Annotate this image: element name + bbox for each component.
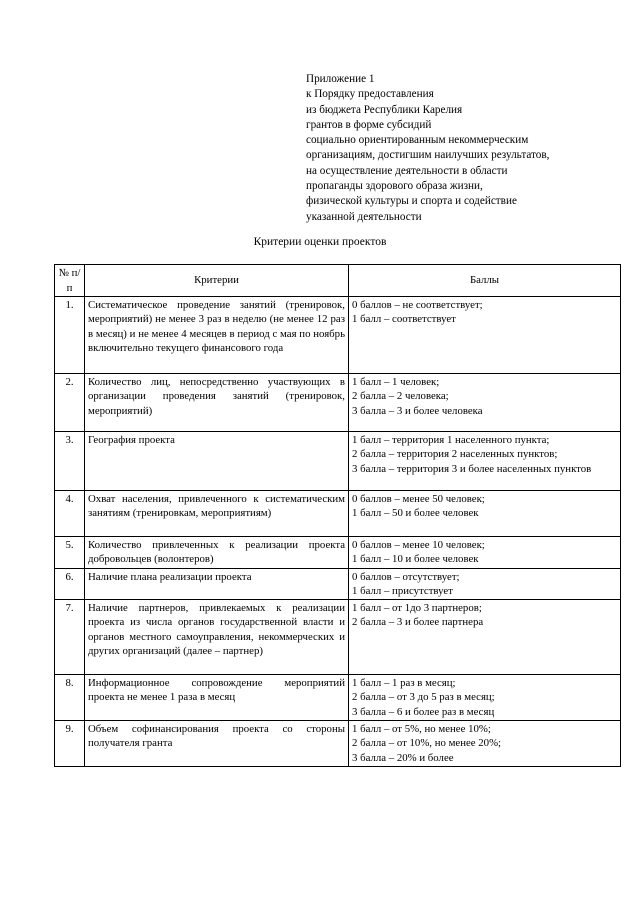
points-line: 3 балла – 20% и более <box>352 751 454 764</box>
table-row <box>55 600 621 675</box>
row-points <box>349 491 621 537</box>
row-number: 4. <box>55 491 85 537</box>
points-line: 2 балла – от 3 до 5 раз в месяц; <box>352 691 495 704</box>
points-line: 1 балл – территория 1 населенного пункта; <box>352 434 550 446</box>
appendix-line: Приложение 1 <box>306 73 375 85</box>
points-line: 0 баллов – менее 10 человек; <box>352 539 485 551</box>
points-line: 3 балла – 6 и более раз в месяц <box>352 705 495 718</box>
row-criteria: Охват населения, привлеченного к систематическим занятиям (тренировкам, мероприятиям) <box>85 491 349 537</box>
row-criteria: Информационное сопровождение мероприятий проекта не менее 1 раза в месяц <box>85 675 349 721</box>
appendix-line: грантов в форме субсидий <box>306 118 432 131</box>
points-line: 0 баллов – менее 50 человек; <box>352 493 485 505</box>
points-line: 2 балла – 3 и более партнера <box>352 616 484 629</box>
appendix-line: пропаганды здорового образа жизни, <box>306 180 483 193</box>
appendix-line: к Порядку предоставления <box>306 88 434 101</box>
table-row <box>55 675 621 721</box>
points-line: 2 балла – от 10%, но менее 20%; <box>352 737 502 750</box>
appendix-line: на осуществление деятельности в области <box>306 164 508 177</box>
appendix-line: из бюджета Республики Карелия <box>306 103 463 116</box>
row-number: 3. <box>55 432 85 491</box>
appendix-line: социально ориентированным некоммерческим <box>306 134 529 147</box>
table-row <box>55 297 621 374</box>
header-points: Баллы <box>349 265 621 297</box>
document-title: Критерии оценки проектов <box>253 236 387 248</box>
table-row <box>55 374 621 432</box>
points-line: 1 балл – 1 человек; <box>352 376 440 388</box>
table-row <box>55 537 621 569</box>
points-line: 1 балл – от 5%, но менее 10%; <box>352 723 491 736</box>
points-line: 1 балл – соответствует <box>352 313 456 326</box>
table-header-row <box>55 265 621 297</box>
appendix-line: организациям, достигшим наилучших результатов, <box>306 149 550 162</box>
row-criteria: Объем софинансирования проекта со стороны получателя гранта <box>85 721 349 767</box>
row-number: 8. <box>55 675 85 721</box>
row-points <box>349 600 621 675</box>
table-row <box>55 491 621 537</box>
points-line: 1 балл – 50 и более человек <box>352 507 479 520</box>
points-line: 3 балла – территория 3 и более населенных пунктов <box>352 462 592 475</box>
points-line: 0 баллов – не соответствует; <box>352 299 483 311</box>
row-criteria: Количество привлеченных к реализации проекта добровольцев (волонтеров) <box>85 537 349 569</box>
row-criteria: Наличие партнеров, привлекаемых к реализации проекта из числа органов государственной власти и органов местного самоуправления, некоммерческих и других организаций (далее – партнер) <box>85 600 349 675</box>
row-points <box>349 537 621 569</box>
row-number: 9. <box>55 721 85 767</box>
row-number: 6. <box>55 568 85 600</box>
points-line: 0 баллов – отсутствует; <box>352 570 460 583</box>
row-points <box>349 568 621 600</box>
row-criteria: Наличие плана реализации проекта <box>85 568 349 600</box>
criteria-table <box>54 264 621 767</box>
row-criteria: География проекта <box>85 432 349 491</box>
row-points <box>349 297 621 374</box>
row-criteria: Количество лиц, непосредственно участвующих в организации проведения занятий (тренировок, мероприятий) <box>85 374 349 432</box>
points-line: 1 балл – от 1до 3 партнеров; <box>352 602 482 615</box>
points-line: 2 балла – территория 2 населенных пунктов; <box>352 448 558 461</box>
table-row <box>55 432 621 491</box>
table-row <box>55 568 621 600</box>
table-row <box>55 721 621 767</box>
appendix-reference <box>306 72 626 225</box>
row-points <box>349 721 621 767</box>
row-number: 2. <box>55 374 85 432</box>
row-points <box>349 432 621 491</box>
row-number: 5. <box>55 537 85 569</box>
header-number: № п/п <box>55 265 85 297</box>
row-number: 7. <box>55 600 85 675</box>
row-points <box>349 374 621 432</box>
points-line: 1 балл – 1 раз в месяц; <box>352 677 456 690</box>
points-line: 2 балла – 2 человека; <box>352 390 449 403</box>
appendix-line: указанной деятельности <box>306 210 422 223</box>
row-points <box>349 675 621 721</box>
points-line: 1 балл – присутствует <box>352 584 453 597</box>
header-criteria: Критерии <box>85 265 349 297</box>
row-number: 1. <box>55 297 85 374</box>
row-criteria: Систематическое проведение занятий (тренировок, мероприятий) не менее 3 раз в неделю (не менее 12 раз в месяц) и не менее 4 месяцев в период с мая по ноябрь включительно текущего финансового года <box>85 297 349 374</box>
points-line: 1 балл – 10 и более человек <box>352 553 479 566</box>
points-line: 3 балла – 3 и более человека <box>352 404 483 417</box>
appendix-line: физической культуры и спорта и содействие <box>306 195 517 208</box>
